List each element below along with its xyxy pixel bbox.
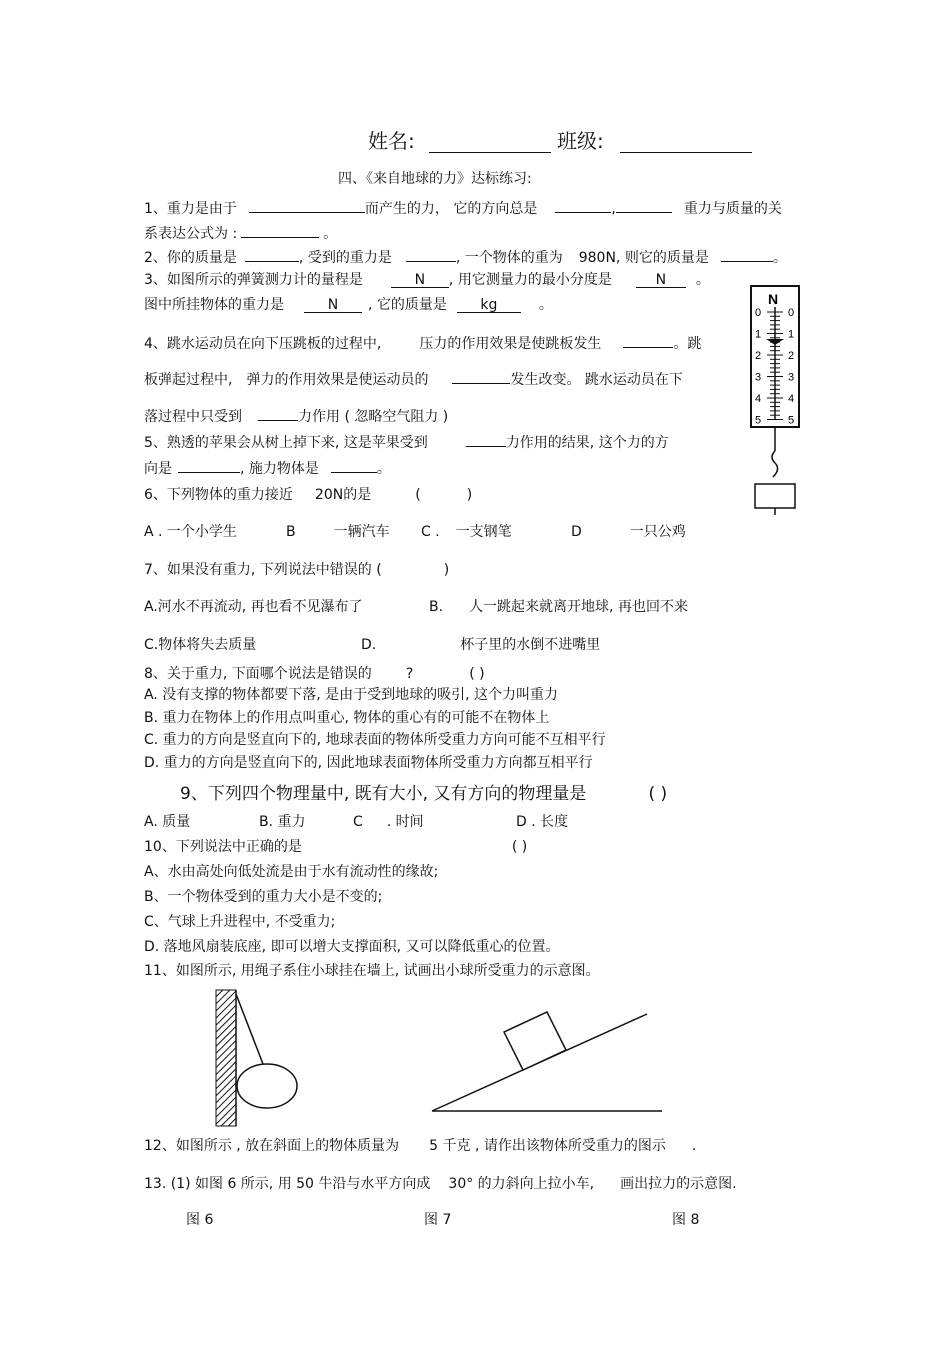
q5-blank2[interactable] xyxy=(178,456,240,473)
q2-blank1[interactable] xyxy=(245,245,299,262)
q9-option-d[interactable]: D . 长度 xyxy=(516,814,569,830)
q1-blank4[interactable] xyxy=(241,221,319,238)
q6-option-c[interactable]: C . 一支钢笔 xyxy=(421,524,512,540)
q2-blank2[interactable] xyxy=(406,245,456,262)
q10-option-b[interactable]: B、一个物体受到的重力大小是不变的; xyxy=(144,889,383,905)
q5-line2: 向是 , 施力物体是 。 xyxy=(144,456,391,478)
q9-question: 9、下列四个物理量中, 既有大小, 又有方向的物理量是 ( ) xyxy=(180,784,668,804)
q3-blank4[interactable]: kg xyxy=(457,296,521,313)
scale-tick-label-left: 3 xyxy=(755,371,762,384)
q1-blank1[interactable] xyxy=(249,196,365,213)
q5-blank1[interactable] xyxy=(466,430,506,447)
scale-tick-label-right: 2 xyxy=(788,350,795,362)
spring-scale-figure xyxy=(748,283,808,523)
q4-blank2[interactable] xyxy=(452,367,510,384)
q10-question: 10、下列说法中正确的是 ( ) xyxy=(144,839,528,855)
q9-option-b[interactable]: B. 重力 xyxy=(259,814,306,830)
q3-line1: 3、如图所示的弹簧测力计的量程是 N , 用它测量力的最小分度是 N 。 xyxy=(144,272,710,288)
section-title: 四、《来自地球的力》达标练习: xyxy=(338,171,532,187)
q6-question: 6、下列物体的重力接近 20N的是 ( ) xyxy=(144,487,473,503)
q4-line2: 板弹起过程中, 弹力的作用效果是使运动员的 发生改变。 跳水运动员在下 xyxy=(144,367,683,389)
q8-option-c[interactable]: C. 重力的方向是竖直向下的, 地球表面的物体所受重力方向可能不互相平行 xyxy=(144,732,606,748)
q5-blank3[interactable] xyxy=(331,456,377,473)
scale-tick-label-right: 1 xyxy=(788,328,795,341)
scale-tick-label-right: 0 xyxy=(788,307,795,319)
q10-option-d[interactable]: D. 落地风扇装底座, 即可以增大支撑面积, 又可以降低重心的位置。 xyxy=(144,939,560,955)
scale-hook xyxy=(772,451,778,477)
q3-blank2[interactable]: N xyxy=(636,271,686,288)
q4-line1: 4、跳水运动员在向下压跳板的过程中, 压力的作用效果是使跳板发生 。跳 xyxy=(144,331,701,353)
scale-tick-label-right: 5 xyxy=(788,414,795,427)
q13: 13. (1) 如图 6 所示, 用 50 牛沿与水平方向成 30° 的力斜向上拉小车, 画出拉力的示意图. xyxy=(144,1176,737,1192)
scale-tick-label-left: 5 xyxy=(755,414,762,427)
q3-blank1[interactable]: N xyxy=(391,271,449,288)
ball xyxy=(237,1064,297,1108)
scale-tick-label-left: 1 xyxy=(755,328,762,341)
q8-option-d[interactable]: D. 重力的方向是竖直向下的, 因此地球表面物体所受重力方向都互相平行 xyxy=(144,755,593,771)
scale-tick-label-left: 4 xyxy=(755,393,762,405)
q8-option-b[interactable]: B. 重力在物体上的作用点叫重心, 物体的重心有的可能不在物体上 xyxy=(144,710,550,726)
q10-option-c[interactable]: C、气球上升进程中, 不受重力; xyxy=(144,914,336,930)
scale-unit: N xyxy=(768,291,779,307)
incline-figure xyxy=(430,1008,670,1118)
block xyxy=(504,1012,566,1070)
figure-6-label: 图 6 xyxy=(186,1212,214,1228)
q7-question: 7、如果没有重力, 下列说法中错误的 ( ) xyxy=(144,562,450,578)
q4-blank3[interactable] xyxy=(258,404,298,421)
q9-option-a[interactable]: A. 质量 xyxy=(144,814,191,830)
scale-tick-label-left: 0 xyxy=(755,307,762,319)
q12: 12、如图所示 , 放在斜面上的物体质量为 5 千克 , 请作出该物体所受重力的图示 . xyxy=(144,1138,697,1154)
name-blank[interactable] xyxy=(429,130,551,153)
q6-option-b[interactable]: B 一辆汽车 xyxy=(286,524,390,540)
q4-line3: 落过程中只受到 力作用 ( 忽略空气阻力 ) xyxy=(144,404,448,426)
q5-line1: 5、熟透的苹果会从树上掉下来, 这是苹果受到 力作用的结果, 这个力的方 xyxy=(144,430,669,452)
q1-blank2[interactable] xyxy=(555,196,611,213)
scale-tick-label-right: 4 xyxy=(788,393,795,405)
hanging-weight xyxy=(755,484,795,508)
name-label: 姓名: xyxy=(368,129,551,153)
figure-8-label: 图 8 xyxy=(672,1212,700,1228)
wall xyxy=(216,990,236,1126)
q3-line2: 图中所挂物体的重力是 N , 它的质量是 kg 。 xyxy=(144,297,553,313)
figure-7-label: 图 7 xyxy=(424,1212,452,1228)
q4-blank1[interactable] xyxy=(623,331,673,348)
q11-question: 11、如图所示, 用绳子系住小球挂在墙上, 试画出小球所受重力的示意图。 xyxy=(144,963,600,979)
class-blank[interactable] xyxy=(620,130,752,153)
q7-option-b[interactable]: B. 人一跳起来就离开地球, 再也回不来 xyxy=(429,599,688,615)
q7-option-c[interactable]: C.物体将失去质量 xyxy=(144,637,257,653)
scale-tick-label-left: 2 xyxy=(755,350,762,362)
q8-question: 8、关于重力, 下面哪个说法是错误的 ? ( ) xyxy=(144,666,485,682)
q1-blank3[interactable] xyxy=(616,196,672,213)
q1-line1: 1、重力是由于 而产生的力， 它的方向总是 , 重力与质量的关 xyxy=(144,196,782,218)
rope xyxy=(236,994,263,1064)
scale-tick-label-right: 3 xyxy=(788,371,795,384)
q6-option-d[interactable]: D 一只公鸡 xyxy=(571,524,686,540)
q6-option-a[interactable]: A . 一个小学生 xyxy=(144,524,237,540)
q1-line2: 系表达公式为 : 。 xyxy=(144,221,337,243)
q2: 2、你的质量是 , 受到的重力是 , 一个物体的重为 980N, 则它的质量是 。 xyxy=(144,245,787,267)
q2-blank3[interactable] xyxy=(721,245,773,262)
q7-option-d[interactable]: D. 杯子里的水倒不进嘴里 xyxy=(361,637,601,653)
wall-ball-figure xyxy=(210,988,310,1128)
q10-option-a[interactable]: A、水由高处向低处流是由于水有流动性的缘故; xyxy=(144,864,439,880)
q8-option-a[interactable]: A. 没有支撑的物体都要下落, 是由于受到地球的吸引, 这个力叫重力 xyxy=(144,687,559,703)
class-label: 班级: xyxy=(557,129,752,153)
q9-option-c[interactable]: C . 时间 xyxy=(353,814,424,830)
q3-blank3[interactable]: N xyxy=(304,296,362,313)
q7-option-a[interactable]: A.河水不再流动, 再也看不见瀑布了 xyxy=(144,599,363,615)
